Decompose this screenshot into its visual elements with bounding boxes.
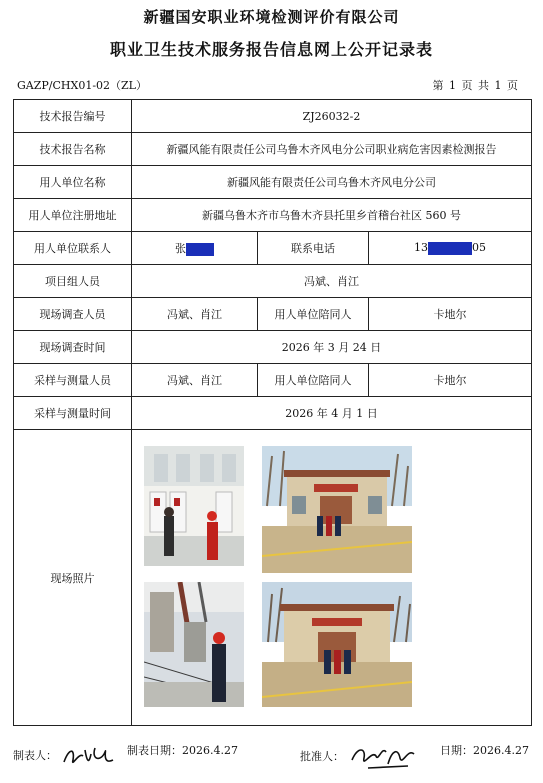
survey-staff-label: 现场调查人员 (14, 298, 132, 331)
phone-suffix: 05 (472, 241, 487, 255)
site-photo-substation (144, 582, 244, 707)
row-team (14, 265, 532, 298)
photos-label: 现场照片 (14, 430, 132, 726)
row-contact (14, 232, 532, 265)
report-no-value: ZJ26032-2 (132, 100, 532, 133)
row-report-no (14, 100, 532, 133)
survey-staff-value: 冯斌、肖江 (132, 298, 258, 331)
prepared-date-label: 制表日期： (127, 744, 182, 757)
row-sampling-time (14, 397, 532, 430)
survey-escort-value: 卡地尔 (369, 298, 532, 331)
address-value: 新疆乌鲁木齐市乌鲁木齐县托里乡首稽台社区 560 号 (132, 199, 532, 232)
site-photos (139, 430, 524, 725)
row-report-name (14, 133, 532, 166)
survey-time-label: 现场调查时间 (14, 331, 132, 364)
report-name-value: 新疆风能有限责任公司乌鲁木齐风电分公司职业病危害因素检测报告 (132, 133, 532, 166)
preparer-signature-icon (61, 742, 119, 770)
site-photo-building-entrance (262, 446, 412, 573)
report-name-label: 技术报告名称 (14, 133, 132, 166)
employer-value: 新疆风能有限责任公司乌鲁木齐风电分公司 (132, 166, 532, 199)
row-survey-staff (14, 298, 532, 331)
approved-by-label: 批准人： (300, 750, 344, 763)
photos-cell (132, 430, 532, 726)
date-label: 日期： (440, 744, 473, 757)
approved-date-value: 2026.4.27 (473, 744, 529, 757)
document-code: GAZP/CHX01-02（ZL） (17, 79, 147, 92)
sampling-escort-value: 卡地尔 (369, 364, 532, 397)
redaction-bar (186, 243, 214, 256)
contact-name-cell (132, 232, 258, 265)
survey-escort-label: 用人单位陪同人 (258, 298, 369, 331)
page-info: 第 1 页 共 1 页 (432, 79, 519, 92)
site-photo-building-front (262, 582, 412, 707)
prepared-date (127, 742, 238, 758)
approved-date (440, 742, 529, 758)
row-address (14, 199, 532, 232)
sampling-staff-label: 采样与测量人员 (14, 364, 132, 397)
phone-label: 联系电话 (258, 232, 369, 265)
prepared-by (13, 742, 119, 770)
company-name: 新疆国安职业环境检测评价有限公司 (143, 8, 400, 26)
site-photo-control-room (144, 446, 244, 566)
contact-label: 用人单位联系人 (14, 232, 132, 265)
row-survey-time (14, 331, 532, 364)
form-title: 职业卫生技术服务报告信息网上公开记录表 (109, 40, 433, 59)
contact-name-prefix: 张 (175, 242, 186, 255)
team-value: 冯斌、肖江 (132, 265, 532, 298)
prepared-date-value: 2026.4.27 (182, 744, 238, 757)
sampling-escort-label: 用人单位陪同人 (258, 364, 369, 397)
survey-time-value: 2026 年 3 月 24 日 (132, 331, 532, 364)
record-table (13, 99, 532, 726)
report-no-label: 技术报告编号 (14, 100, 132, 133)
prepared-by-label: 制表人： (13, 749, 57, 762)
address-label: 用人单位注册地址 (14, 199, 132, 232)
row-sampling-staff (14, 364, 532, 397)
phone-prefix: 13 (414, 241, 429, 255)
row-photos (14, 430, 532, 726)
row-employer (14, 166, 532, 199)
redaction-bar (428, 242, 472, 255)
sampling-time-label: 采样与测量时间 (14, 397, 132, 430)
sampling-time-value: 2026 年 4 月 1 日 (132, 397, 532, 430)
approver-signature-icon (348, 742, 420, 772)
approved-by (300, 742, 420, 772)
team-label: 项目组人员 (14, 265, 132, 298)
sampling-staff-value: 冯斌、肖江 (132, 364, 258, 397)
phone-cell (369, 232, 532, 265)
employer-label: 用人单位名称 (14, 166, 132, 199)
